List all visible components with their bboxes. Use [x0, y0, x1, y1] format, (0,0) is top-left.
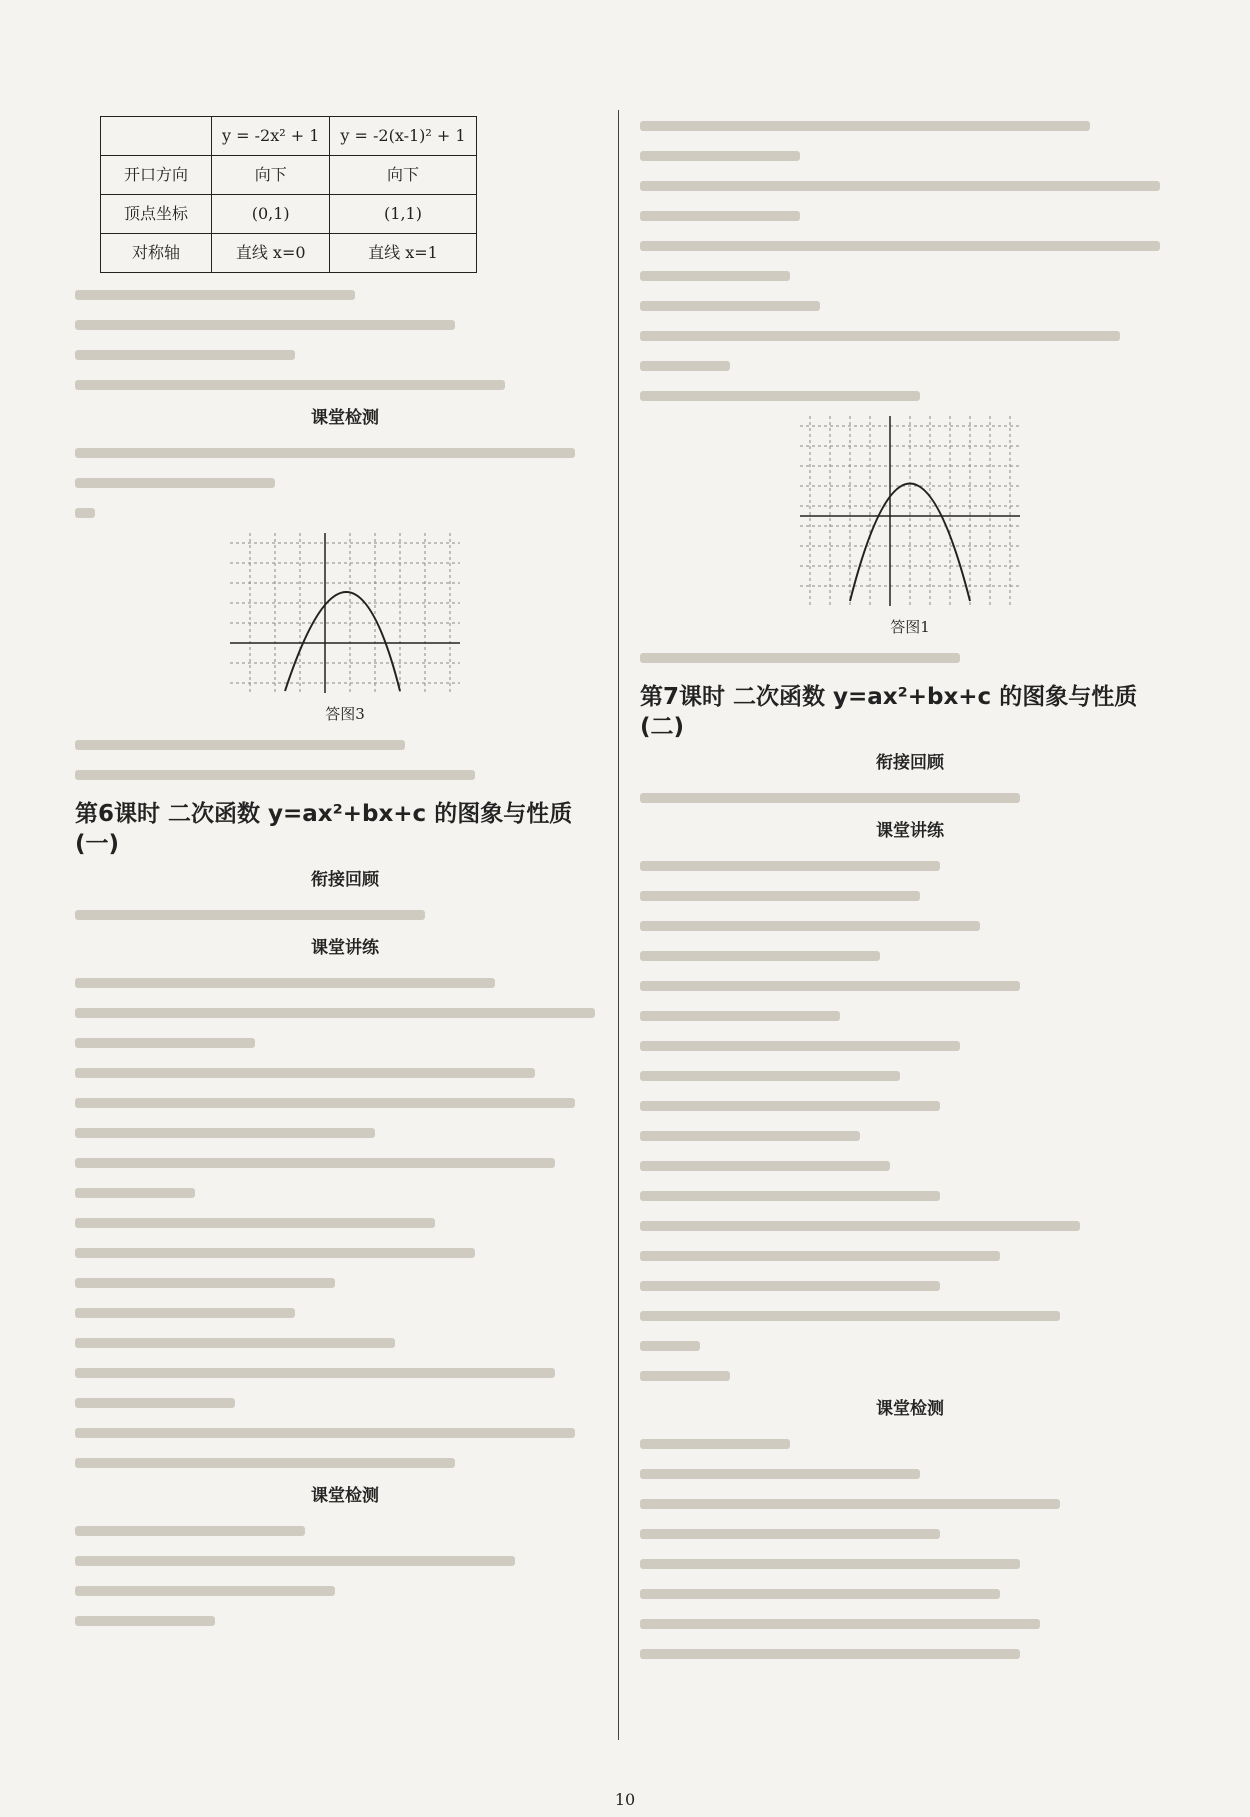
placeholder-line — [75, 369, 615, 399]
placeholder-line — [75, 467, 615, 497]
placeholder-line — [75, 339, 615, 369]
section-heading: 课堂检测 — [876, 1399, 944, 1419]
placeholder-line — [75, 1605, 615, 1635]
placeholder-line — [640, 1090, 1180, 1120]
section-heading: 课堂检测 — [311, 1486, 379, 1506]
placeholder-line — [640, 1300, 1180, 1330]
section-heading: 课堂讲练 — [876, 821, 944, 841]
placeholder-line — [75, 1447, 615, 1477]
placeholder-line — [75, 1297, 615, 1327]
placeholder-line — [75, 279, 615, 309]
placeholder-line — [640, 230, 1180, 260]
parabola-graph-left — [230, 533, 460, 693]
placeholder-line — [640, 1150, 1180, 1180]
parabola-graph-right — [800, 416, 1020, 606]
section-heading: 衔接回顾 — [311, 870, 379, 890]
placeholder-line — [75, 729, 615, 759]
placeholder-line — [640, 1638, 1180, 1668]
placeholder-line — [75, 1177, 615, 1207]
placeholder-line — [75, 497, 615, 527]
placeholder-line — [640, 1518, 1180, 1548]
placeholder-line — [75, 1575, 615, 1605]
placeholder-line — [640, 1120, 1180, 1150]
placeholder-line — [75, 1087, 615, 1117]
placeholder-line — [640, 320, 1180, 350]
placeholder-line — [640, 170, 1180, 200]
placeholder-line — [640, 110, 1180, 140]
placeholder-line — [75, 967, 615, 997]
column-divider — [618, 110, 619, 1740]
placeholder-line — [640, 782, 1180, 812]
placeholder-line — [75, 1545, 615, 1575]
placeholder-line — [75, 437, 615, 467]
page-number: 10 — [614, 1790, 636, 1809]
placeholder-line — [640, 1608, 1180, 1638]
placeholder-line — [640, 940, 1180, 970]
placeholder-line — [640, 290, 1180, 320]
placeholder-line — [75, 309, 615, 339]
section-heading: 课堂检测 — [311, 408, 379, 428]
placeholder-line — [640, 1578, 1180, 1608]
placeholder-line — [75, 1515, 615, 1545]
placeholder-line — [640, 1000, 1180, 1030]
placeholder-line — [640, 850, 1180, 880]
placeholder-line — [75, 759, 615, 789]
placeholder-line — [75, 997, 615, 1027]
placeholder-line — [75, 1027, 615, 1057]
graph-caption: 答图3 — [325, 705, 365, 723]
placeholder-line — [75, 1207, 615, 1237]
placeholder-line — [640, 642, 1180, 672]
placeholder-line — [640, 1210, 1180, 1240]
placeholder-line — [640, 140, 1180, 170]
comparison-table: y = -2x² + 1 y = -2(x-1)² + 1 开口方向 向下 向下 顶点坐标 (0,1) (1,1) 对称轴 直线 x=0 直线 x=1 — [100, 116, 477, 273]
placeholder-line — [640, 1060, 1180, 1090]
placeholder-line — [640, 1330, 1180, 1360]
placeholder-line — [75, 1147, 615, 1177]
placeholder-line — [640, 1360, 1180, 1390]
placeholder-line — [640, 1030, 1180, 1060]
placeholder-line — [640, 910, 1180, 940]
lesson-title: 第6课时 二次函数 y=ax²+bx+c 的图象与性质(一) — [75, 801, 573, 857]
placeholder-line — [640, 1488, 1180, 1518]
placeholder-line — [75, 1057, 615, 1087]
placeholder-line — [640, 1548, 1180, 1578]
placeholder-line — [640, 1240, 1180, 1270]
placeholder-line — [75, 1237, 615, 1267]
placeholder-line — [640, 1428, 1180, 1458]
placeholder-line — [75, 1357, 615, 1387]
graph-caption: 答图1 — [890, 618, 930, 636]
lesson-title: 第7课时 二次函数 y=ax²+bx+c 的图象与性质(二) — [640, 684, 1138, 740]
placeholder-line — [75, 1387, 615, 1417]
placeholder-line — [640, 380, 1180, 410]
section-heading: 衔接回顾 — [876, 753, 944, 773]
placeholder-line — [640, 1270, 1180, 1300]
left-column — [75, 110, 615, 1635]
placeholder-line — [640, 880, 1180, 910]
placeholder-line — [75, 1417, 615, 1447]
right-column — [640, 110, 1180, 1668]
placeholder-line — [75, 1117, 615, 1147]
placeholder-line — [75, 1327, 615, 1357]
placeholder-line — [75, 899, 615, 929]
placeholder-line — [75, 1267, 615, 1297]
placeholder-line — [640, 200, 1180, 230]
placeholder-line — [640, 1180, 1180, 1210]
placeholder-line — [640, 350, 1180, 380]
placeholder-line — [640, 1458, 1180, 1488]
placeholder-line — [640, 970, 1180, 1000]
section-heading: 课堂讲练 — [311, 938, 379, 958]
placeholder-line — [640, 260, 1180, 290]
